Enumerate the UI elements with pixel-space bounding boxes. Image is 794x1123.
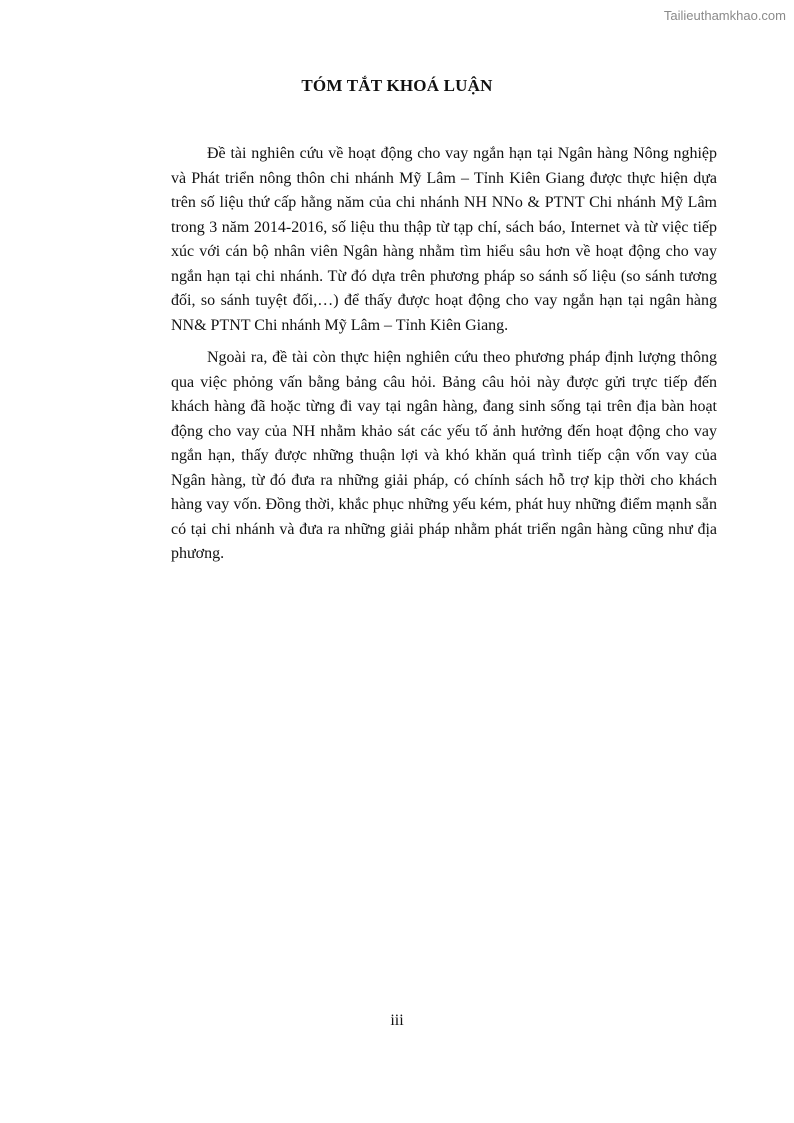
page-title: TÓM TẮT KHOÁ LUẬN <box>301 76 493 95</box>
page-number: iii <box>390 1012 404 1029</box>
abstract-body <box>171 142 717 575</box>
watermark: Tailieuthamkhao.com <box>663 8 786 23</box>
paragraph-2: Ngoài ra, đề tài còn thực hiện nghiên cứu theo phương pháp định lượng thông qua việc phỏng vấn bằng bảng câu hỏi. Bảng câu hỏi này được gửi trực tiếp đến khách hàng đã hoặc từng đi vay tại ngân hàng, đang sinh sống tại trên địa bàn hoạt động cho vay của NH nhằm khảo sát các yếu tố ảnh hưởng đến hoạt động cho vay ngắn hạn, thấy được những thuận lợi và khó khăn quá trình tiếp cận vốn vay của Ngân hàng, từ đó đưa ra những giải pháp, có chính sách hỗ trợ kịp thời cho khách hàng vay vốn. Đồng thời, khắc phục những yếu kém, phát huy những điểm mạnh sẵn có tại chi nhánh và đưa ra những giải pháp nhằm phát triển ngân hàng cũng như địa phương. <box>171 349 717 562</box>
paragraph-1: Đề tài nghiên cứu về hoạt động cho vay ngắn hạn tại Ngân hàng Nông nghiệp và Phát triển nông thôn chi nhánh Mỹ Lâm – Tỉnh Kiên Giang được thực hiện dựa trên số liệu thứ cấp hằng năm của chi nhánh NH NNo & PTNT Chi nhánh Mỹ Lâm trong 3 năm 2014-2016, số liệu thu thập từ tạp chí, sách báo, Internet và từ việc tiếp xúc với cán bộ nhân viên Ngân hàng nhằm tìm hiểu sâu hơn về hoạt động cho vay ngắn hạn tại chi nhánh. Từ đó dựa trên phương pháp so sánh số liệu (so sánh tương đối, so sánh tuyệt đối,…) để thấy được hoạt động cho vay ngắn hạn tại ngân hàng NN& PTNT Chi nhánh Mỹ Lâm – Tỉnh Kiên Giang. <box>171 145 717 334</box>
